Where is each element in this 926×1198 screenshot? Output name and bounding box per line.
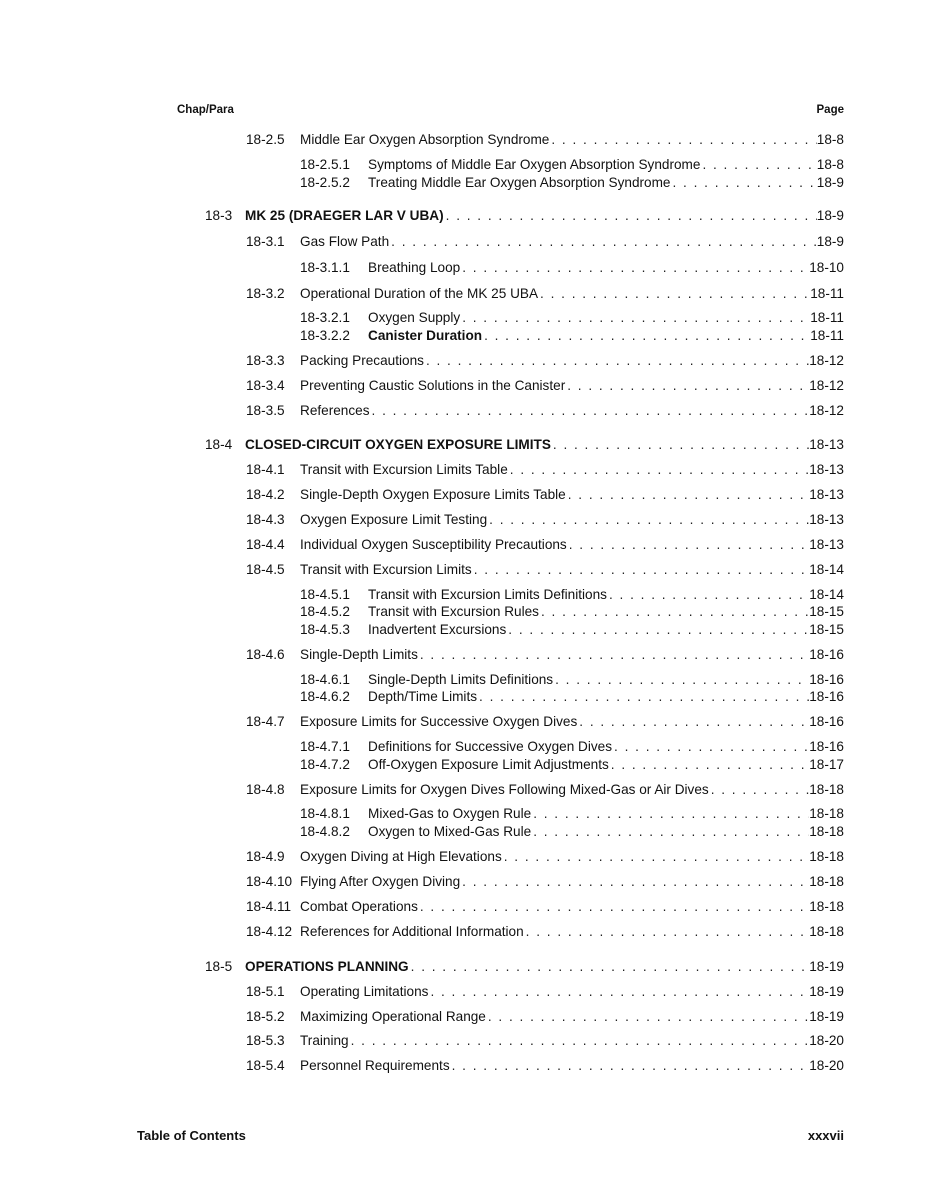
- toc-dot-leader: [531, 824, 809, 839]
- toc-dot-leader: [444, 208, 817, 223]
- toc-dot-leader: [612, 739, 809, 754]
- toc-entry-number: 18-4.6: [246, 647, 285, 662]
- toc-dot-leader: [577, 714, 809, 729]
- toc-entry-page: 18-18: [809, 899, 844, 914]
- toc-dot-leader: [460, 874, 809, 889]
- toc-entry-number: 18-4.9: [246, 849, 285, 864]
- toc-entry-page: 18-11: [810, 310, 844, 325]
- toc-entry-title: Transit with Excursion Rules: [368, 604, 539, 619]
- column-header-chap-para: Chap/Para: [177, 104, 234, 116]
- toc-entry-page: 18-17: [809, 757, 844, 772]
- footer-title: Table of Contents: [137, 1128, 246, 1143]
- toc-entry-page: 18-18: [809, 782, 844, 797]
- toc-entry: [246, 537, 844, 555]
- toc-entry-number: 18-4.5.2: [300, 604, 350, 619]
- toc-entry-number: 18-5.4: [246, 1058, 285, 1073]
- toc-entry-title: Personnel Requirements: [300, 1058, 450, 1073]
- toc-entry-page: 18-19: [809, 1009, 844, 1024]
- toc-entry-number: 18-2.5.2: [300, 175, 350, 190]
- toc-entry-page: 18-19: [809, 959, 844, 974]
- toc-entry-title: References: [300, 403, 370, 418]
- toc-entry-page: 18-20: [809, 1058, 844, 1073]
- toc-entry-title: Exposure Limits for Oxygen Dives Following Mixed-Gas or Air Dives: [300, 782, 709, 797]
- toc-entry-page: 18-9: [816, 234, 844, 249]
- toc-entry-number: 18-4.5.1: [300, 587, 350, 602]
- toc-entry-number: 18-4.3: [246, 512, 285, 527]
- toc-entry-title: Exposure Limits for Successive Oxygen Dives: [300, 714, 578, 729]
- toc-entry-number: 18-4.8.1: [300, 806, 350, 821]
- toc-dot-leader: [524, 924, 810, 939]
- toc-entry: [246, 647, 844, 665]
- toc-entry-number: 18-4.7.2: [300, 757, 350, 772]
- toc-entry-title: Oxygen Exposure Limit Testing: [300, 512, 488, 527]
- toc-entry-title: Individual Oxygen Susceptibility Precautions: [300, 537, 567, 552]
- toc-entry-title: Canister Duration: [368, 328, 483, 343]
- toc-entry: [300, 328, 844, 346]
- toc-entry: [246, 353, 844, 371]
- toc-entry-number: 18-4.7.1: [300, 739, 350, 754]
- toc-entry-page: 18-12: [809, 353, 844, 368]
- toc-entry-number: 18-4.5.3: [300, 622, 350, 637]
- toc-dot-leader: [472, 562, 809, 577]
- toc-entry-number: 18-4.6.1: [300, 672, 350, 687]
- toc-dot-leader: [539, 604, 809, 619]
- toc-entry: [300, 689, 844, 707]
- toc-entry-number: 18-5.3: [246, 1033, 285, 1048]
- toc-entry-page: 18-12: [809, 403, 844, 418]
- toc-entry-title: Single-Depth Limits: [300, 647, 418, 662]
- toc-entry-title: Oxygen to Mixed-Gas Rule: [368, 824, 532, 839]
- toc-entry: [300, 260, 844, 278]
- toc-entry-page: 18-18: [809, 874, 844, 889]
- toc-dot-leader: [418, 647, 809, 662]
- toc-entry-page: 18-15: [809, 622, 844, 637]
- toc-entry-title: Packing Precautions: [300, 353, 424, 368]
- toc-dot-leader: [428, 984, 809, 999]
- toc-entry-number: 18-5.1: [246, 984, 285, 999]
- toc-entry-number: 18-2.5.1: [300, 157, 350, 172]
- toc-entry: [246, 782, 844, 800]
- toc-entry-page: 18-16: [809, 672, 844, 687]
- toc-entry: [300, 157, 844, 175]
- toc-dot-leader: [538, 286, 810, 301]
- toc-entry: [300, 310, 844, 328]
- toc-entry-page: 18-15: [809, 604, 844, 619]
- toc-entry-page: 18-18: [809, 849, 844, 864]
- toc-entry-title: Gas Flow Path: [300, 234, 390, 249]
- toc-entry: [246, 562, 844, 580]
- toc-entry-title: Symptoms of Middle Ear Oxygen Absorption Syndrome: [368, 157, 701, 172]
- toc-dot-leader: [487, 512, 809, 527]
- toc-entry-title: Off-Oxygen Exposure Limit Adjustments: [368, 757, 609, 772]
- toc-entry-title: Operating Limitations: [300, 984, 429, 999]
- toc-dot-leader: [549, 132, 816, 147]
- toc-dot-leader: [409, 959, 810, 974]
- toc-entry-page: 18-14: [809, 562, 844, 577]
- toc-entry-title: CLOSED-CIRCUIT OXYGEN EXPOSURE LIMITS: [245, 437, 551, 452]
- toc-dot-leader: [506, 622, 809, 637]
- toc-entry-title: Combat Operations: [300, 899, 418, 914]
- toc-entry-number: 18-4.5: [246, 562, 285, 577]
- toc-entry-number: 18-2.5: [246, 132, 285, 147]
- toc-entry: [246, 487, 844, 505]
- toc-dot-leader: [553, 672, 809, 687]
- toc-entry-page: 18-8: [816, 157, 844, 172]
- toc-entry-page: 18-10: [809, 260, 844, 275]
- toc-entry-page: 18-18: [809, 824, 844, 839]
- toc-entry: [300, 175, 844, 193]
- toc-entry-title: Middle Ear Oxygen Absorption Syndrome: [300, 132, 550, 147]
- toc-entry-page: 18-16: [809, 647, 844, 662]
- toc-entry: [246, 403, 844, 421]
- toc-entry: [300, 622, 844, 640]
- toc-entry-title: Treating Middle Ear Oxygen Absorption Syndrome: [368, 175, 671, 190]
- toc-entry-number: 18-4.11: [246, 899, 292, 914]
- toc-entry-number: 18-4.8.2: [300, 824, 350, 839]
- toc-entry-title: Transit with Excursion Limits Definitions: [368, 587, 607, 602]
- toc-entry-number: 18-3.1: [246, 234, 285, 249]
- toc-entry-title: Oxygen Supply: [368, 310, 461, 325]
- toc-dot-leader: [460, 260, 809, 275]
- toc-entry-number: 18-4.2: [246, 487, 285, 502]
- toc-entry-title: Flying After Oxygen Diving: [300, 874, 461, 889]
- toc-entry-page: 18-12: [809, 378, 844, 393]
- toc-entry-title: Breathing Loop: [368, 260, 461, 275]
- toc-entry-title: Training: [300, 1033, 349, 1048]
- toc-dot-leader: [418, 899, 809, 914]
- toc-entry-title: Single-Depth Limits Definitions: [368, 672, 554, 687]
- toc-entry: [246, 714, 844, 732]
- toc-entry-page: 18-11: [810, 328, 844, 343]
- toc-dot-leader: [477, 689, 809, 704]
- toc-entry-page: 18-9: [816, 208, 844, 223]
- toc-entry-page: 18-13: [809, 437, 844, 452]
- toc-entry-page: 18-13: [809, 512, 844, 527]
- toc-entry-page: 18-11: [810, 286, 844, 301]
- toc-dot-leader: [482, 328, 810, 343]
- toc-entry-title: Oxygen Diving at High Elevations: [300, 849, 502, 864]
- toc-entry-page: 18-18: [809, 806, 844, 821]
- toc-dot-leader: [450, 1058, 810, 1073]
- toc-entry-page: 18-20: [809, 1033, 844, 1048]
- toc-entry-page: 18-18: [809, 924, 844, 939]
- toc-entry: [300, 672, 844, 690]
- toc-entry: [246, 1058, 844, 1076]
- toc-dot-leader: [486, 1009, 809, 1024]
- toc-entry-number: 18-5.2: [246, 1009, 285, 1024]
- toc-entry-page: 18-9: [816, 175, 844, 190]
- toc-entry: [246, 874, 844, 892]
- toc-entry-number: 18-3.2.2: [300, 328, 350, 343]
- toc-dot-leader: [424, 353, 809, 368]
- toc-entry: [300, 757, 844, 775]
- toc-entry-page: 18-16: [809, 714, 844, 729]
- toc-entry-title: References for Additional Information: [300, 924, 524, 939]
- toc-dot-leader: [565, 378, 809, 393]
- toc-entry-number: 18-4.4: [246, 537, 285, 552]
- toc-dot-leader: [460, 310, 810, 325]
- toc-entry-number: 18-3.5: [246, 403, 285, 418]
- toc-entry: [205, 437, 844, 455]
- toc-dot-leader: [349, 1033, 810, 1048]
- toc-dot-leader: [508, 462, 809, 477]
- toc-entry-page: 18-19: [809, 984, 844, 999]
- toc-entry: [246, 132, 844, 150]
- toc-entry: [246, 899, 844, 917]
- toc-entry-number: 18-4.6.2: [300, 689, 350, 704]
- toc-entry-number: 18-3.2: [246, 286, 285, 301]
- toc-entry-number: 18-4.12: [246, 924, 293, 939]
- toc-entry-number: 18-4.1: [246, 462, 285, 477]
- toc-entry-number: 18-4.8: [246, 782, 285, 797]
- column-header-page: Page: [816, 104, 844, 116]
- toc-entry-page: 18-8: [816, 132, 844, 147]
- toc-entry-title: Single-Depth Oxygen Exposure Limits Table: [300, 487, 566, 502]
- toc-entry: [246, 286, 844, 304]
- toc-entry-title: Transit with Excursion Limits: [300, 562, 472, 577]
- toc-entry-title: Inadvertent Excursions: [368, 622, 507, 637]
- toc-entry-number: 18-4: [205, 437, 233, 452]
- toc-entry: [300, 824, 844, 842]
- toc-entry-title: MK 25 (DRAEGER LAR V UBA): [245, 208, 444, 223]
- toc-entry-number: 18-3.1.1: [300, 260, 350, 275]
- toc-entry-page: 18-16: [809, 689, 844, 704]
- toc-entry: [205, 959, 844, 977]
- toc-entry-title: Maximizing Operational Range: [300, 1009, 486, 1024]
- toc-dot-leader: [567, 537, 809, 552]
- toc-entry-page: 18-13: [809, 487, 844, 502]
- footer-page-number: xxxvii: [807, 1128, 844, 1143]
- toc-entry-number: 18-3: [205, 208, 233, 223]
- toc-dot-leader: [671, 175, 817, 190]
- toc-entry-title: Transit with Excursion Limits Table: [300, 462, 508, 477]
- toc-entry: [246, 1009, 844, 1027]
- toc-dot-leader: [551, 437, 809, 452]
- toc-dot-leader: [700, 157, 816, 172]
- toc-entry: [246, 849, 844, 867]
- toc-dot-leader: [370, 403, 810, 418]
- toc-entry: [246, 512, 844, 530]
- toc-entry: [246, 462, 844, 480]
- toc-dot-leader: [566, 487, 809, 502]
- toc-dot-leader: [609, 757, 809, 772]
- toc-entry-title: Definitions for Successive Oxygen Dives: [368, 739, 613, 754]
- toc-dot-leader: [389, 234, 817, 249]
- toc-entry: [246, 984, 844, 1002]
- toc-entry: [300, 587, 844, 605]
- toc-entry-page: 18-13: [809, 537, 844, 552]
- toc-entry-number: 18-3.2.1: [300, 310, 350, 325]
- toc-entry: [300, 604, 844, 622]
- toc-entry-title: OPERATIONS PLANNING: [245, 959, 409, 974]
- toc-entry: [246, 924, 844, 942]
- toc-dot-leader: [607, 587, 809, 602]
- toc-entry-number: 18-5: [205, 959, 233, 974]
- toc-dot-leader: [502, 849, 809, 864]
- toc-dot-leader: [531, 806, 809, 821]
- toc-entry-title: Mixed-Gas to Oxygen Rule: [368, 806, 532, 821]
- toc-entry: [246, 234, 844, 252]
- toc-entry-number: 18-3.4: [246, 378, 285, 393]
- toc-entry-page: 18-14: [809, 587, 844, 602]
- toc-entry-title: Depth/Time Limits: [368, 689, 478, 704]
- toc-entry-page: 18-16: [809, 739, 844, 754]
- toc-entry-number: 18-4.10: [246, 874, 293, 889]
- toc-entry: [246, 378, 844, 396]
- toc-entry-page: 18-13: [809, 462, 844, 477]
- toc-entry: [205, 208, 844, 226]
- toc-entry: [300, 739, 844, 757]
- toc-entry: [246, 1033, 844, 1051]
- toc-dot-leader: [709, 782, 810, 797]
- toc-entry: [300, 806, 844, 824]
- toc-entry-number: 18-3.3: [246, 353, 285, 368]
- toc-entry-number: 18-4.7: [246, 714, 285, 729]
- toc-entry-title: Operational Duration of the MK 25 UBA: [300, 286, 539, 301]
- toc-entry-title: Preventing Caustic Solutions in the Canister: [300, 378, 566, 393]
